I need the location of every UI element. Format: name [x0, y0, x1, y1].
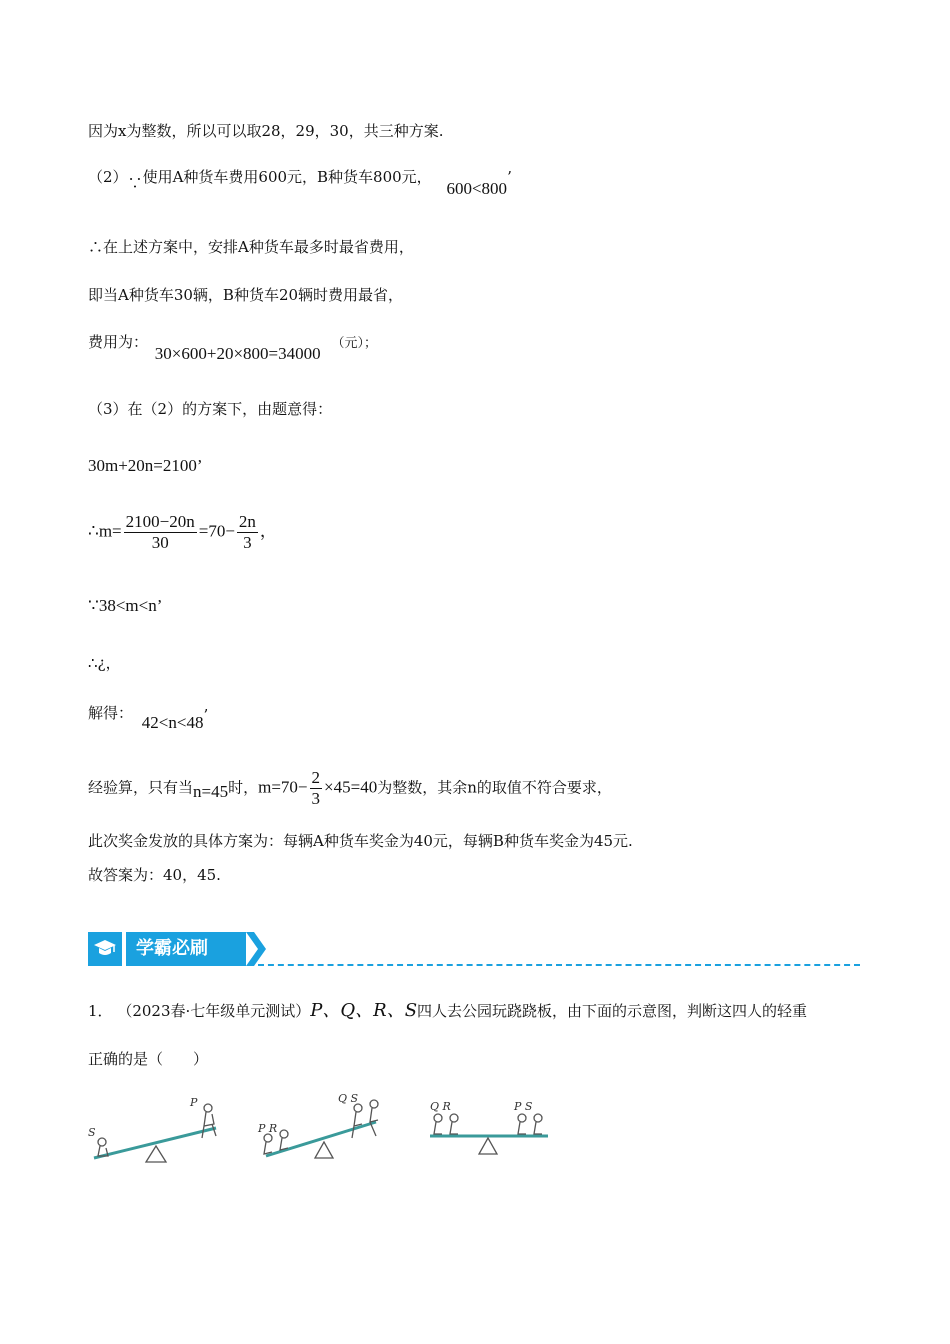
therefore-line-1: ∴在上述方案中，安排A种货车最多时最省费用， [88, 238, 414, 256]
part-2-tick: ’ [507, 168, 512, 186]
fraction-2-numerator: 2n [238, 512, 256, 531]
therefore-blank-line: ∴¿， [88, 654, 121, 672]
question-vars: P、Q、R、S [310, 1000, 418, 1021]
banner-cap-box [88, 932, 122, 966]
fraction-2-denominator: 3 [243, 533, 252, 552]
cost-line [88, 331, 377, 363]
seesaw-figures [86, 1088, 556, 1182]
banner-label: 学霸必刷 [126, 932, 246, 966]
check-fraction [310, 768, 323, 809]
question-text-a: 四人去公园玩跷跷板，由下面的示意图，判断这四人的轻重 [417, 1002, 808, 1020]
seesaw-3-left-label: Q R [430, 1100, 451, 1113]
equation-1-math: 30m+20n=2100 [88, 456, 197, 475]
seesaw-2 [257, 1092, 378, 1158]
seesaw-2-right-label: Q S [338, 1092, 359, 1105]
part-2-prefix: （2） [88, 168, 128, 186]
solution-line-1: 因为x为整数，所以可以取28，29，30，共三种方案. [88, 122, 444, 140]
m-middle: =70− [198, 521, 235, 541]
question-line-1 [88, 996, 807, 1022]
banner-chevron-icon [246, 932, 268, 966]
check-text-b: 时， [228, 778, 259, 797]
m-prefix: ∴m= [88, 521, 122, 541]
fraction-1-denominator: 30 [151, 533, 169, 552]
m-expression [88, 512, 277, 553]
part-2-line [88, 166, 512, 198]
question-source: （2023春·七年级单元测试） [117, 1002, 311, 1020]
seesaw-1-left-label: S [88, 1126, 96, 1139]
cost-label: 费用为： [88, 333, 149, 351]
seesaw-3-right-label: P S [514, 1100, 533, 1113]
plan-line: 此次奖金发放的具体方案为：每辆A种货车奖金为40元，每辆B种货车奖金为45元. [88, 832, 633, 850]
inequality-1 [88, 596, 162, 616]
section-divider [258, 964, 860, 966]
equation-1 [88, 456, 203, 476]
answer-line: 故答案为：40，45. [88, 866, 221, 884]
seesaw-3 [430, 1100, 548, 1154]
check-text-a: 经验算，只有当 [88, 778, 194, 797]
m-end: ， [259, 521, 277, 541]
fraction-1-numerator: 2100−20n [125, 512, 195, 531]
solve-label: 解得： [88, 704, 134, 722]
cost-math: 30×600+20×800=34000 [154, 344, 321, 363]
seesaw-1-right-label: P [190, 1096, 198, 1109]
seesaw-diagram [86, 1088, 556, 1178]
check-n: n=45 [193, 781, 229, 801]
section-banner [88, 932, 258, 966]
check-fraction-denominator: 3 [311, 789, 321, 808]
check-line [88, 768, 612, 809]
graduation-cap-icon [94, 939, 116, 959]
part-2-text: 使用A种货车费用600元，B种货车800元， [142, 168, 432, 186]
seesaw-2-left-label: P R [258, 1122, 278, 1135]
check-fraction-numerator: 2 [311, 768, 321, 787]
inequality-1-tick: ’ [156, 596, 163, 615]
question-line-2: 正确的是（ ） [88, 1050, 209, 1068]
equation-1-tick: ’ [196, 456, 203, 475]
fraction-1 [124, 512, 197, 553]
cost-unit: （元）； [331, 336, 377, 351]
solve-tick: ’ [203, 706, 209, 724]
check-c: ×45=40 [324, 777, 378, 797]
inequality-1-math: ∵38<m<n [88, 596, 157, 615]
when-line: 即当A种货车30辆，B种货车20辆时费用最省， [88, 286, 404, 304]
check-text-d: 为整数，其余n的取值不符合要求， [377, 778, 612, 797]
seesaw-1 [88, 1096, 216, 1162]
check-m: m=70− [258, 777, 308, 797]
part-2-math: 600<800 [446, 179, 508, 198]
question-number: 1． [88, 1002, 113, 1020]
because-symbol: ∵ [127, 174, 143, 192]
fraction-2 [237, 512, 258, 553]
solve-line [88, 702, 209, 732]
part-3-line: （3）在（2）的方案下，由题意得： [88, 400, 333, 418]
solve-math: 42<n<48 [141, 713, 204, 732]
